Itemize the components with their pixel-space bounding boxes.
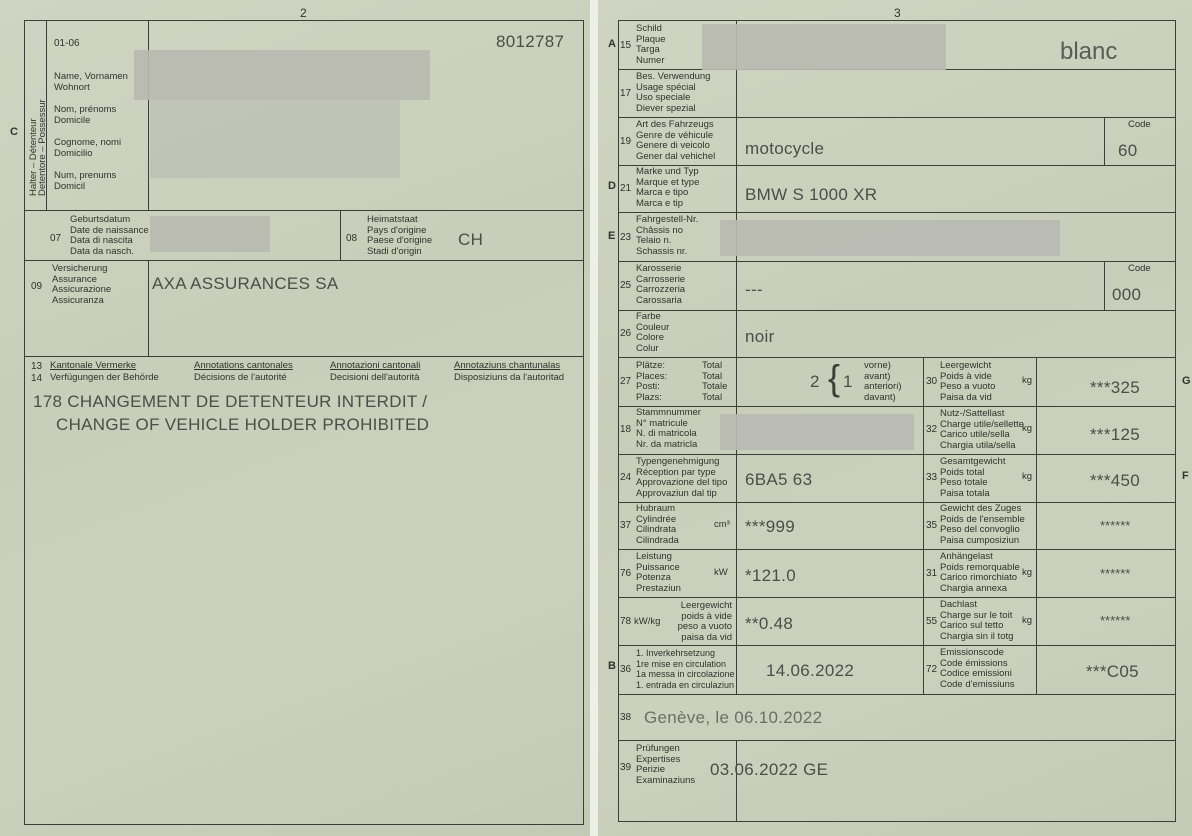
origin-value: CH <box>458 230 484 249</box>
power-labels: Leistung Puissance Potenza Prestaziun <box>636 551 681 594</box>
roof-load-value: ****** <box>1100 613 1131 628</box>
train-weight-labels: Gewicht des Zuges Poids de l'ensemble Peso del convoglio Paisa cumposiziun <box>940 503 1025 546</box>
empty-weight-value: ***325 <box>1090 378 1141 397</box>
total-weight-value: ***450 <box>1090 471 1141 490</box>
field-17-number: 17 <box>620 88 632 99</box>
field-15-number: 15 <box>620 40 632 51</box>
vehicle-kind-value: motocycle <box>745 139 825 158</box>
plate-value: blanc <box>1060 38 1118 65</box>
seats-labels: Plätze: Places: Posti: Plazs: <box>636 360 668 403</box>
inspection-value: 03.06.2022 GE <box>710 760 829 779</box>
displacement-unit: cm³ <box>714 519 730 530</box>
field-19-number: 19 <box>620 136 632 147</box>
field-78-number: 78 <box>620 616 632 627</box>
empty-weight-unit: kg <box>1022 375 1033 386</box>
page-gutter <box>590 0 598 836</box>
color-value: noir <box>745 327 775 346</box>
field-13-number: 13 <box>31 361 43 372</box>
trailer-load-labels: Anhängelast Poids remorquable Carico rimorchiato Chargia annexa <box>940 551 1020 594</box>
special-use-labels: Bes. Verwendung Usage spécial Uso speciale Diever spezial <box>636 71 711 114</box>
side-letter-f: F <box>1182 470 1189 482</box>
field-08-number: 08 <box>346 233 358 244</box>
redacted-plate <box>702 24 946 70</box>
seats-total: 2 <box>810 372 820 391</box>
field-26-number: 26 <box>620 328 632 339</box>
field-32-number: 32 <box>926 424 938 435</box>
page-number-left: 2 <box>300 6 307 20</box>
roof-load-unit: kg <box>1022 615 1033 626</box>
birthdate-labels: Geburtsdatum Date de naissance Data di nascita Data da nasch. <box>70 214 149 257</box>
field-21-number: 21 <box>620 183 632 194</box>
side-letter-g: G <box>1182 375 1191 387</box>
seats-sublabels: Total Total Totale Total <box>702 360 728 403</box>
insurance-value: AXA ASSURANCES SA <box>152 274 339 293</box>
annotation-line-2: CHANGE OF VEHICLE HOLDER PROHIBITED <box>56 415 430 434</box>
power-weight-unit: kW/kg <box>634 616 661 627</box>
field-09-number: 09 <box>31 281 43 292</box>
seats-brace-icon: { <box>828 357 841 398</box>
body-labels: Karosserie Carrosserie Carrozzeria Carossaria <box>636 263 686 306</box>
origin-labels: Heimatstaat Pays d'origine Paese d'origine Stadi d'origin <box>367 214 433 257</box>
seats-front-labels: vorne) avant) anteriori) davant) <box>864 360 902 403</box>
field-07-number: 07 <box>50 233 62 244</box>
side-letter-e: E <box>608 230 616 242</box>
train-weight-value: ****** <box>1100 518 1131 533</box>
left-page: 2 C Halter – Détenteur Detentore – Possessur 01-06 8012787 Name, Vornamen Wohnort Nom, prénoms Domicile Cognome, nomi Domicilio Num, prenums Domicil 07 Geburtsdatum Date de naissance Data di nascita Data da nasch. 08 Heimatstaat Pays d'origine Paese d'origine Stadi d'origin CH 09 Versicherung Assurance Assicurazione Assicuranza AXA ASSURANCES SA 13 14 Kantonale Vermerke Annotations cantonales Annotazioni cantonali Annotaziuns chantunalas Verfügungen der Behörde Décisions de l'autorité Decisioni dell'autorità Disposiziuns da l'autoritad 178 CHANGEMENT DE DETENTEUR INTERDIT / CHANGE OF VEHICLE HOLDER PROHIBITED <box>0 0 590 836</box>
first-registration-value: 14.06.2022 <box>766 661 855 680</box>
redacted-birthdate <box>150 216 270 252</box>
redacted-chassis <box>720 220 1060 256</box>
field-31-number: 31 <box>926 568 938 579</box>
field-35-number: 35 <box>926 520 938 531</box>
side-letter-a: A <box>608 38 616 50</box>
total-weight-unit: kg <box>1022 471 1033 482</box>
redacted-holder-name <box>134 50 430 100</box>
vehicle-kind-code: 60 <box>1118 141 1138 160</box>
body-value: --- <box>745 280 763 299</box>
body-code: 000 <box>1112 285 1142 304</box>
displacement-value: ***999 <box>745 517 796 536</box>
field-33-number: 33 <box>926 472 938 483</box>
master-number-labels: Stammnummer N° matricule N. di matricola Nr. da matricla <box>636 407 701 450</box>
field-37-number: 37 <box>620 520 632 531</box>
holder-vertical-label: Halter – Détenteur <box>28 118 39 196</box>
field-24-number: 24 <box>620 472 632 483</box>
annotation-line-1: 178 CHANGEMENT DE DETENTEUR INTERDIT / <box>33 392 428 411</box>
chassis-labels: Fahrgestell-Nr. Châssis no Telaio n. Schassis nr. <box>636 214 699 257</box>
roof-load-labels: Dachlast Charge sur le toit Carico sul tetto Chargia sin il totg <box>940 599 1014 642</box>
make-type-value: BMW S 1000 XR <box>745 185 878 204</box>
inspection-labels: Prüfungen Expertises Perizie Examinaziuns <box>636 743 696 786</box>
side-letter-b: B <box>608 660 616 672</box>
issue-place-date-value: Genève, le 06.10.2022 <box>644 708 823 727</box>
insurance-labels: Versicherung Assurance Assicurazione Assicuranza <box>52 263 112 306</box>
field-18-number: 18 <box>620 424 632 435</box>
power-weight-labels: Leergewicht poids à vide peso a vuoto paisa da vid <box>677 600 732 643</box>
plate-labels: Schild Plaque Targa Numer <box>636 23 666 66</box>
seats-front: 1 <box>843 372 853 391</box>
field-55-number: 55 <box>926 616 938 627</box>
field-0106-number: 01-06 <box>54 38 80 49</box>
displacement-labels: Hubraum Cylindrée Cilindrata Cilindrada <box>636 503 679 546</box>
page-number-right: 3 <box>894 6 901 20</box>
field-72-number: 72 <box>926 664 938 675</box>
first-registration-labels: 1. Inverkehrsetzung 1re mise en circulation 1a messa in circolazione 1. entrada en circulaziun <box>636 648 735 690</box>
field-38-number: 38 <box>620 712 632 723</box>
redacted-holder-address <box>150 100 400 178</box>
make-type-labels: Marke und Typ Marque et type Marca e tipo Marca e tip <box>636 166 700 209</box>
payload-labels: Nutz-/Sattellast Charge utile/sellette Carico utile/sella Chargia utila/sella <box>940 408 1024 451</box>
trailer-load-unit: kg <box>1022 567 1033 578</box>
emission-code-value: ***C05 <box>1086 662 1139 681</box>
color-labels: Farbe Couleur Colore Colur <box>636 311 670 354</box>
side-letter-c: C <box>10 126 18 138</box>
type-approval-value: 6BA5 63 <box>745 470 813 489</box>
holder-vertical-label-2: Detentore – Possessur <box>37 99 48 196</box>
type-approval-labels: Typengenehmigung Réception par type Approvazione del tipo Approvaziun dal tip <box>636 456 728 499</box>
payload-value: ***125 <box>1090 425 1141 444</box>
emission-code-labels: Emissionscode Code émissions Codice emissioni Code d'emissiuns <box>940 647 1015 690</box>
total-weight-labels: Gesamtgewicht Poids total Peso totale Paisa totala <box>940 456 1006 499</box>
holder-name-labels: Name, Vornamen Wohnort Nom, prénoms Domicile Cognome, nomi Domicilio Num, prenums Domicil <box>54 71 128 192</box>
power-unit: kW <box>714 567 728 578</box>
power-value: *121.0 <box>745 566 796 585</box>
power-weight-value: **0.48 <box>745 614 794 633</box>
trailer-load-value: ****** <box>1100 566 1131 581</box>
field-30-number: 30 <box>926 376 938 387</box>
right-page <box>598 0 1192 836</box>
field-27-number: 27 <box>620 376 632 387</box>
field-76-number: 76 <box>620 568 632 579</box>
redacted-master-number <box>720 414 914 450</box>
document-number: 8012787 <box>496 32 565 51</box>
payload-unit: kg <box>1022 423 1033 434</box>
side-letter-d: D <box>608 180 616 192</box>
field-36-number: 36 <box>620 664 632 675</box>
field-39-number: 39 <box>620 762 632 773</box>
field-14-number: 14 <box>31 373 43 384</box>
vehicle-kind-code-label: Code <box>1128 119 1151 130</box>
field-23-number: 23 <box>620 232 632 243</box>
vehicle-kind-labels: Art des Fahrzeugs Genre de véhicule Genere di veicolo Gener dal vehichel <box>636 119 716 162</box>
field-25-number: 25 <box>620 280 632 291</box>
body-code-label: Code <box>1128 263 1151 274</box>
empty-weight-labels: Leergewicht Poids à vide Peso a vuoto Paisa da vid <box>940 360 996 403</box>
